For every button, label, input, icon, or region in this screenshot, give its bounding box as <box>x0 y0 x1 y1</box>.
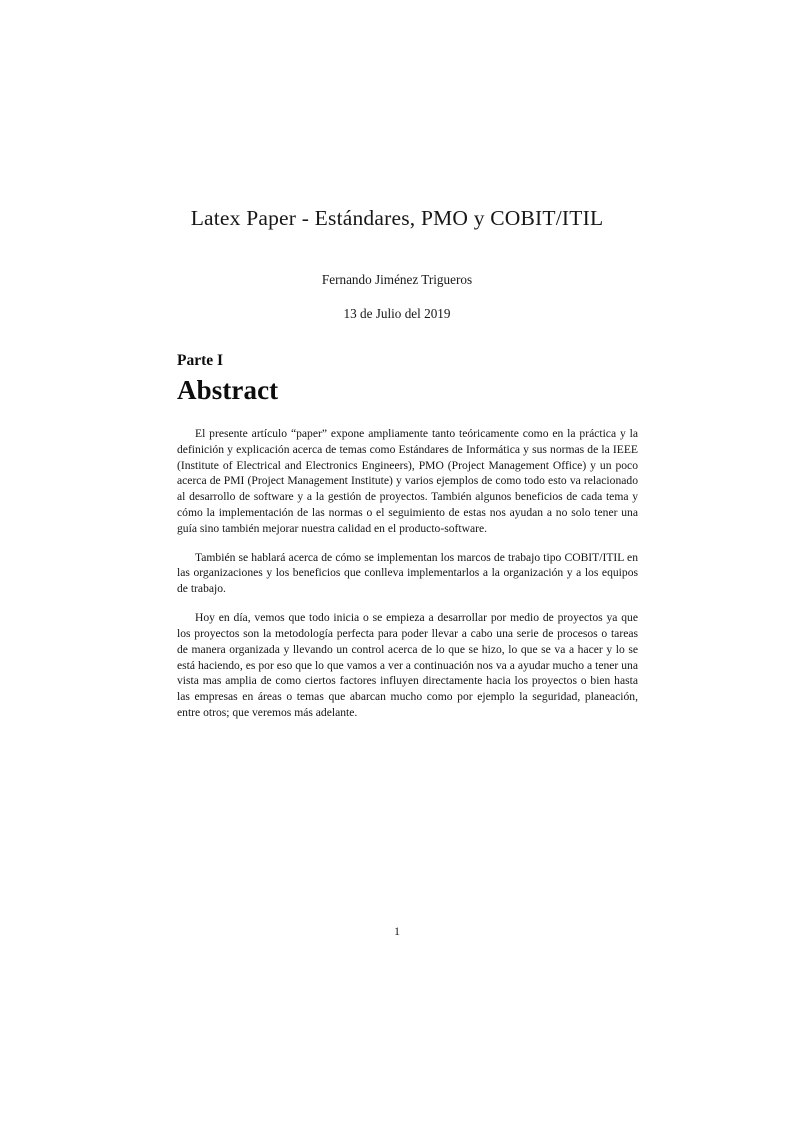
abstract-paragraph: El presente artículo “paper” expone ampliamente tanto teóricamente como en la práctica y la definición y explicación acerca de temas como Estándares de Informática y sus normas de la IEEE (Institute of Electrical and Electronics Engineers), PMO (Project Management Office) y un poco acerca de PMI (Project Management Institute) y varios ejemplos de como todo esto va relacionado al desarrollo de software y a la gestión de proyectos. También algunos beneficios de cada tema y cómo la implementación de las normas o el seguimiento de estas nos ayudan a no solo tener una guía sino también mejorar nuestra calidad en el producto-software. <box>177 426 638 536</box>
document-date: 13 de Julio del 2019 <box>343 305 451 321</box>
document-body <box>177 352 638 721</box>
abstract-paragraph: Hoy en día, vemos que todo inicia o se empieza a desarrollar por medio de proyectos ya que los proyectos son la metodología perfecta para poder llevar a cabo una serie de procesos o tareas de manera organizada y llevando un control acerca de lo que se hizo, lo que se va a hacer y lo se está haciendo, es por eso que lo que vamos a ver a continuación nos va a ayudar mucho a tener una vista mas amplia de como ciertos factores influyen directamente hacia los proyectos o bien hasta las empresas en áreas o temas que abarcan mucho como por ejemplo la seguridad, planeación, entre otros; que veremos más adelante. <box>177 610 638 720</box>
page-number: 1 <box>394 925 400 938</box>
part-label: Parte I <box>177 352 224 369</box>
part-title: Abstract <box>177 375 279 406</box>
document-author: Fernando Jiménez Trigueros <box>321 271 473 287</box>
page-title: Latex Paper - Estándares, PMO y COBIT/ITIL <box>190 206 604 230</box>
title-block <box>0 205 794 322</box>
abstract-paragraphs <box>177 406 638 721</box>
abstract-paragraph: También se hablará acerca de cómo se implementan los marcos de trabajo tipo COBIT/ITIL en las organizaciones y los beneficios que conlleva implementarlos a la organización y a los equipos de trabajo. <box>177 550 638 596</box>
